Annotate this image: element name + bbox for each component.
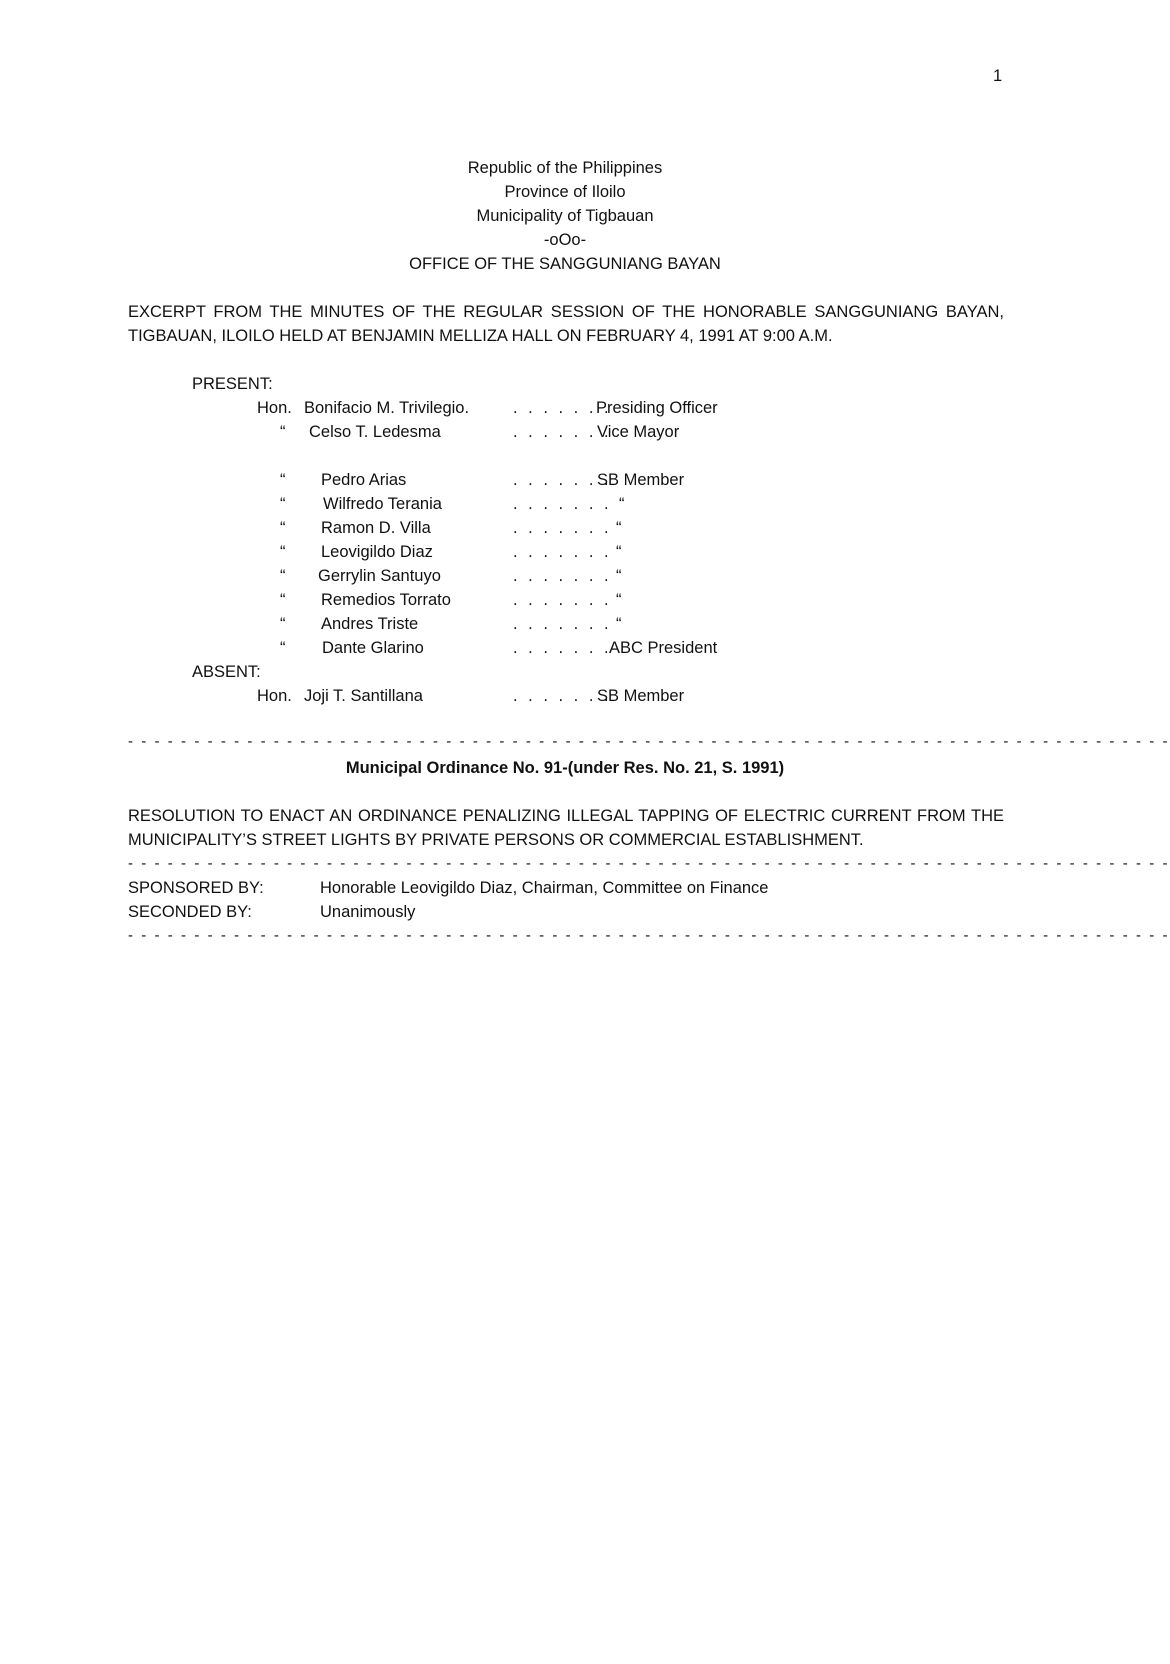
attendee-role: “ (616, 591, 622, 609)
attendee-prefix: “ (280, 639, 286, 657)
sponsored-value: Honorable Leovigildo Diaz, Chairman, Committee on Finance (320, 879, 769, 897)
header-office: OFFICE OF THE SANGGUNIANG BAYAN (409, 255, 721, 273)
attendee-name: Wilfredo Terania (323, 495, 442, 513)
present-label: PRESENT: (192, 375, 273, 393)
attendee-role: “ (616, 543, 622, 561)
attendee-name: Pedro Arias (321, 471, 407, 489)
resolution-paragraph: RESOLUTION TO ENACT AN ORDINANCE PENALIZING ILLEGAL TAPPING OF ELECTRIC CURRENT FROM THE MUNICIPALITY’S STREET LIGHTS BY PRIVATE PERSONS OR COMMERCIAL ESTABLISHMENT. (128, 807, 1004, 849)
attendee-prefix: Hon. (257, 687, 292, 705)
leader-dots: . . . . . . . (513, 687, 612, 705)
leader-dots: . . . . . . . (513, 423, 612, 441)
attendee-role: Presiding Officer (596, 399, 718, 417)
attendee-prefix: “ (280, 567, 286, 585)
seconded-label: SECONDED BY: (128, 903, 252, 921)
leader-dots: . . . . . . . (513, 471, 612, 489)
ordinance-title: Municipal Ordinance No. 91-(under Res. No. 21, S. 1991) (345, 759, 785, 777)
seconded-value: Unanimously (320, 903, 416, 921)
attendee-prefix: “ (280, 543, 286, 561)
excerpt-paragraph: EXCERPT FROM THE MINUTES OF THE REGULAR SESSION OF THE HONORABLE SANGGUNIANG BAYAN, TIGBAUAN, ILOILO HELD AT BENJAMIN MELLIZA HALL ON FEBRUARY 4, 1991 AT 9:00 A.M. (128, 303, 1004, 345)
attendee-role: “ (616, 519, 622, 537)
leader-dots: . . . . . . . (513, 615, 612, 633)
attendee-role: ABC President (609, 639, 718, 657)
header-republic: Republic of the Philippines (467, 159, 663, 177)
attendee-role: “ (616, 567, 622, 585)
absent-label: ABSENT: (192, 663, 261, 681)
attendee-role: SB Member (597, 471, 685, 489)
separator-line: - - - - - - - - - - - - - - - - - - - - - - - - - - - - - - - - - - - - - - - - - - - - - - - - - - - - - - - - - - - - - - - - - - - - - - - - - - - - - - - (128, 733, 1170, 750)
attendee-role: SB Member (597, 687, 685, 705)
attendee-role: Vice Mayor (597, 423, 680, 441)
separator-line: - - - - - - - - - - - - - - - - - - - - - - - - - - - - - - - - - - - - - - - - - - - - - - - - - - - - - - - - - - - - - - - - - - - - - - - - - - - - - - - (128, 855, 1170, 872)
leader-dots: . . . . . . . (513, 543, 612, 561)
attendee-name: Dante Glarino (322, 639, 424, 657)
leader-dots: . . . . . . . (513, 639, 612, 657)
attendee-role: “ (616, 615, 622, 633)
attendee-name: Gerrylin Santuyo (318, 567, 441, 585)
separator-line: - - - - - - - - - - - - - - - - - - - - - - - - - - - - - - - - - - - - - - - - - - - - - - - - - - - - - - - - - - - - - - - - - - - - - - - - - - - - - - - (128, 927, 1170, 944)
leader-dots: . . . . . . . (513, 567, 612, 585)
attendee-name: Bonifacio M. Trivilegio. (304, 399, 470, 417)
attendee-prefix: “ (280, 495, 286, 513)
attendee-name: Joji T. Santillana (304, 687, 423, 705)
attendee-prefix: “ (280, 615, 286, 633)
attendee-prefix: “ (280, 591, 286, 609)
attendee-name: Remedios Torrato (321, 591, 451, 609)
attendee-role: “ (619, 495, 625, 513)
sponsored-label: SPONSORED BY: (128, 879, 264, 897)
attendee-prefix: Hon. (257, 399, 292, 417)
attendee-name: Andres Triste (321, 615, 419, 633)
leader-dots: . . . . . . . (513, 495, 612, 513)
header-province: Province of Iloilo (504, 183, 626, 201)
attendee-prefix: “ (280, 423, 286, 441)
attendee-name: Ramon D. Villa (321, 519, 431, 537)
header-municipality: Municipality of Tigbauan (476, 207, 654, 225)
page-number: 1 (993, 67, 1003, 85)
leader-dots: . . . . . . . (513, 519, 612, 537)
leader-dots: . . . . . . . (513, 591, 612, 609)
attendee-prefix: “ (280, 519, 286, 537)
header-ornament: -oOo- (543, 231, 587, 249)
attendee-prefix: “ (280, 471, 286, 489)
attendee-name: Leovigildo Diaz (321, 543, 433, 561)
attendee-name: Celso T. Ledesma (309, 423, 441, 441)
leader-dots: . . . . . . . (513, 399, 612, 417)
